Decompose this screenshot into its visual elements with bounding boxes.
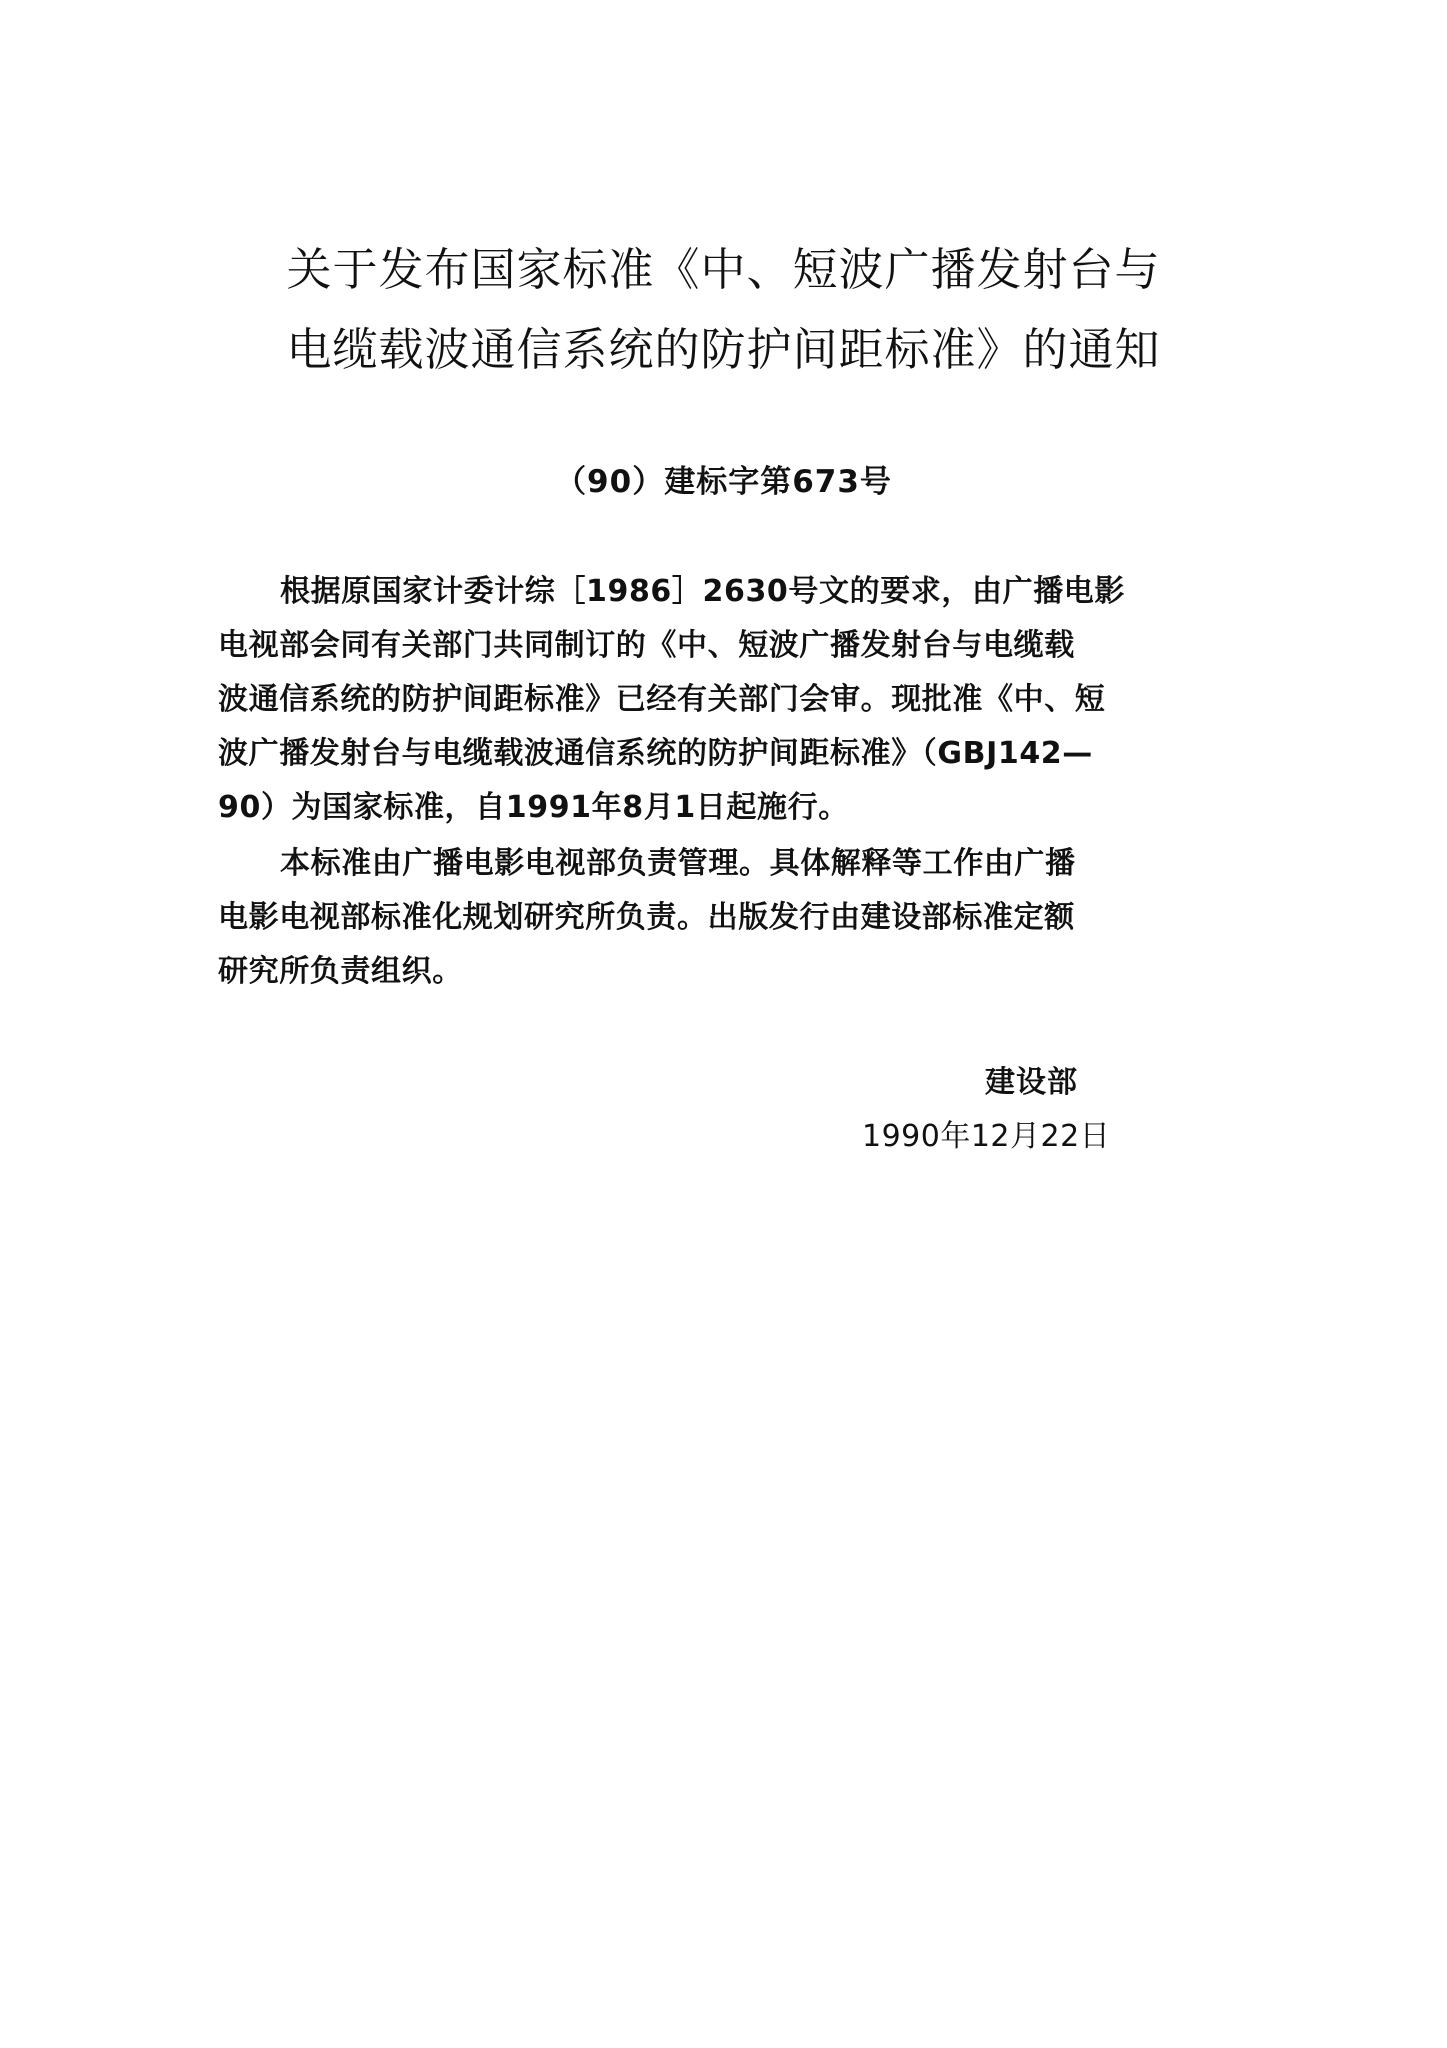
document-number: （90）建标字第673号	[555, 464, 892, 500]
title-line-1: 关于发布国家标准《中、短波广播发射台与	[286, 243, 1161, 296]
paragraph-2-line-1: 本标准由广播电影电视部负责管理。具体解释等工作由广播	[280, 846, 1076, 881]
paragraph-1-line-3: 波通信系统的防护间距标准》已经有关部门会审。现批准《中、短	[218, 682, 1106, 717]
paragraph-1-line-1: 根据原国家计委计综［1986］2630号文的要求，由广播电影	[280, 574, 1125, 609]
paragraph-2-line-3: 研究所负责组织。	[218, 954, 463, 989]
paragraph-1-line-2: 电视部会同有关部门共同制订的《中、短波广播发射台与电缆载	[218, 628, 1075, 663]
paragraph-1-line-5: 90）为国家标准，自1991年8月1日起施行。	[218, 790, 849, 825]
signature-date: 1990年12月22日	[862, 1119, 1111, 1154]
paragraph-2-line-2: 电影电视部标准化规划研究所负责。出版发行由建设部标准定额	[218, 900, 1075, 935]
paragraph-1-line-4: 波广播发射台与电缆载波通信系统的防护间距标准》（GBJ142—	[218, 736, 1093, 771]
signature-organization: 建设部	[985, 1065, 1078, 1100]
title-line-2: 电缆载波通信系统的防护间距标准》的通知	[286, 323, 1161, 376]
